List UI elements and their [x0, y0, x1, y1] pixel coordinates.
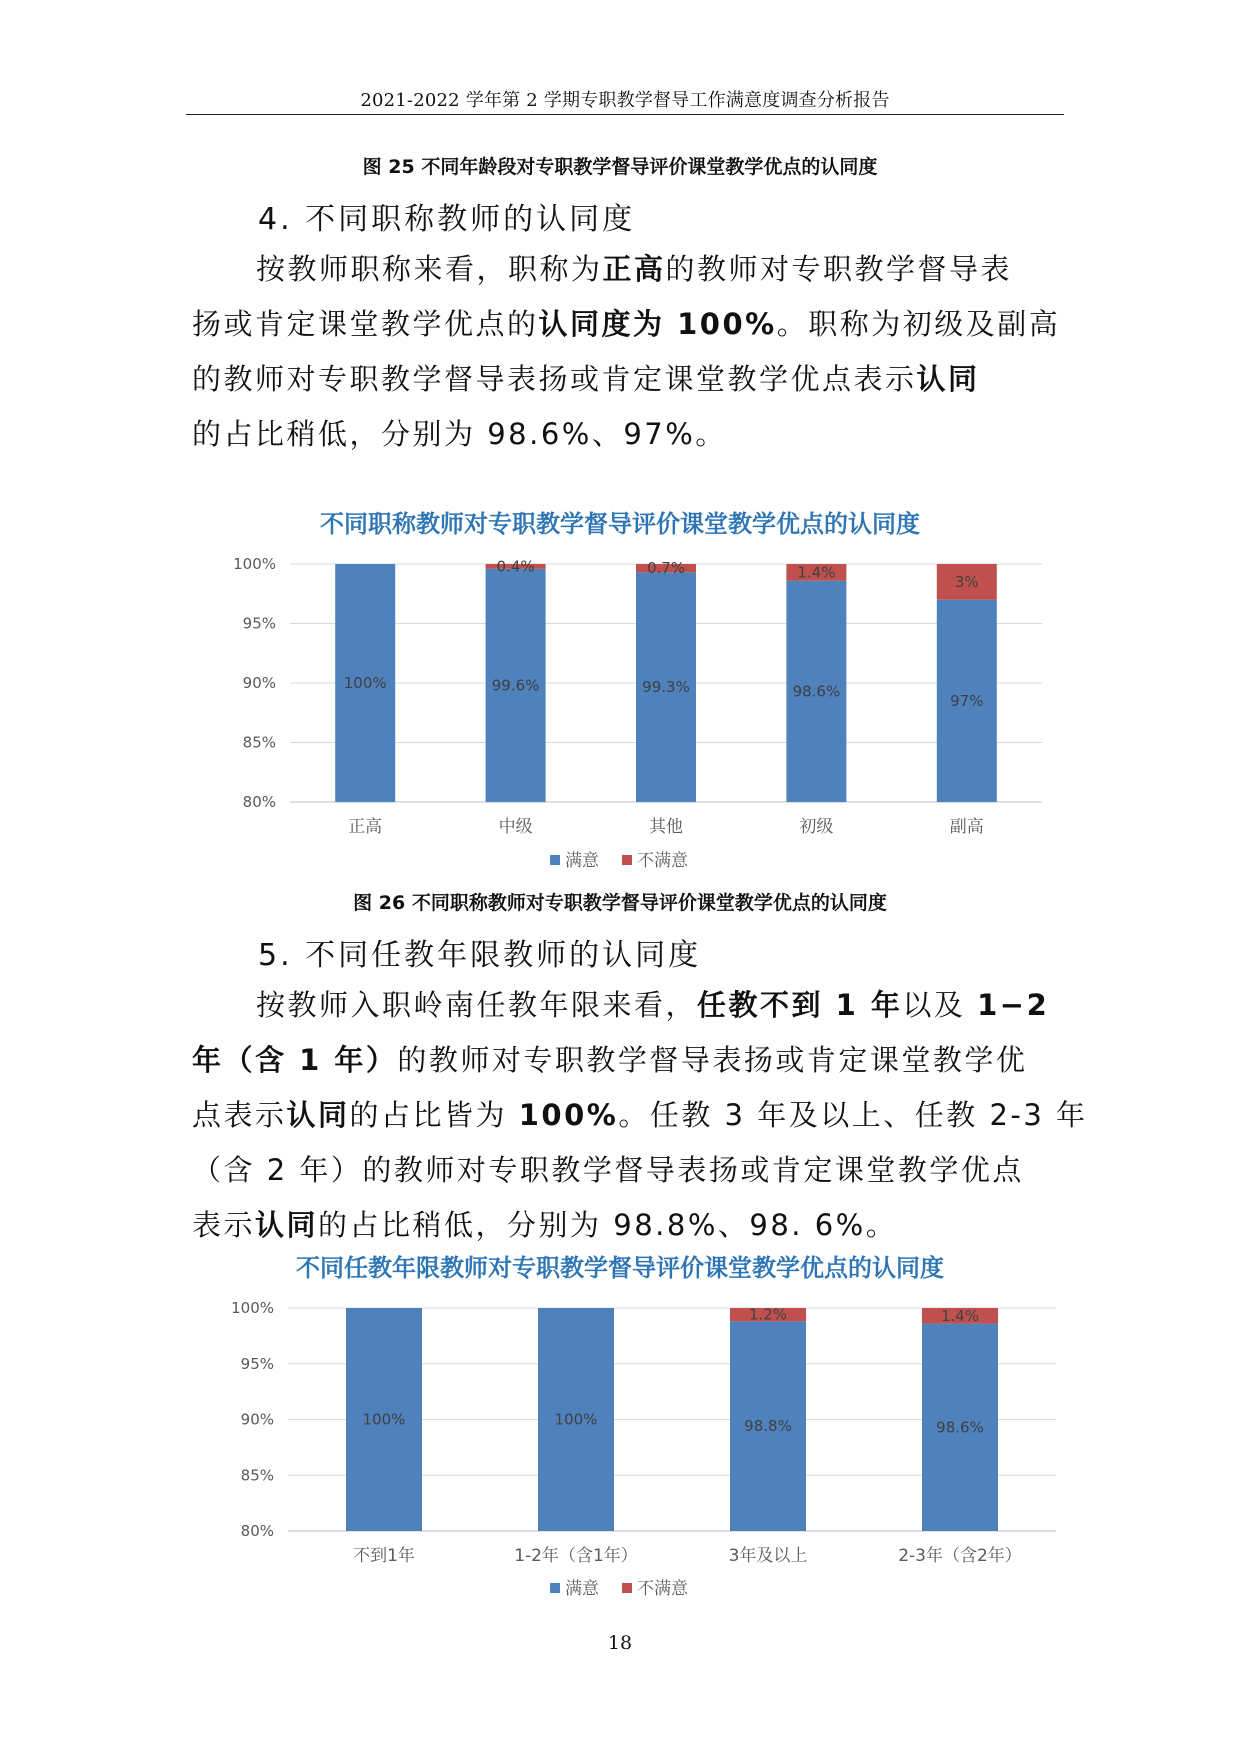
- data-label: 0.7%: [646, 559, 686, 578]
- x-category-label: 2-3年（含2年）: [898, 1546, 1022, 1566]
- legend-label: 不满意: [637, 851, 688, 871]
- figure-26-caption: 图 26 不同职称教师对专职教学督导评价课堂教学优点的认同度: [353, 892, 887, 914]
- para-line: 的教师对专职教学督导表扬或肯定课堂教学优点表示认同: [192, 362, 980, 396]
- data-label: 100%: [343, 674, 387, 692]
- para-line: 表示认同的占比稍低，分别为 98.8%、98. 6%。: [192, 1208, 898, 1242]
- section-4-title: 4. 不同职称教师的认同度: [258, 202, 636, 237]
- y-tick-label: 85%: [242, 733, 276, 752]
- page-number: 18: [607, 1632, 633, 1654]
- data-label: 3%: [954, 572, 979, 591]
- data-label: 1.4%: [940, 1306, 980, 1325]
- chart-title: 不同职称教师对专职教学督导评价课堂教学优点的认同度: [320, 510, 920, 538]
- legend-label: 满意: [565, 1579, 599, 1599]
- x-category-label: 正高: [348, 817, 383, 837]
- x-category-label: 1-2年（含1年）: [514, 1546, 638, 1566]
- data-label: 100%: [362, 1410, 406, 1429]
- y-tick-label: 95%: [242, 614, 276, 633]
- y-tick-label: 100%: [231, 1299, 274, 1317]
- y-tick-label: 80%: [242, 793, 276, 811]
- y-tick-label: 80%: [240, 1522, 274, 1540]
- para-line: 点表示认同的占比皆为 100%。任教 3 年及以上、任教 2-3 年: [192, 1098, 1088, 1132]
- data-label: 98.6%: [936, 1418, 984, 1437]
- x-category-label: 中级: [498, 817, 533, 837]
- x-category-label: 副高: [949, 817, 984, 837]
- para-line: 的占比稍低，分别为 98.6%、97%。: [192, 417, 727, 451]
- data-label: 99.6%: [491, 676, 540, 695]
- stacked-bar-chart: [0, 500, 1240, 880]
- data-label: 97%: [950, 691, 984, 710]
- legend-swatch: [622, 855, 632, 865]
- para-line: 年（含 1 年）的教师对专职教学督导表扬或肯定课堂教学优: [192, 1043, 1028, 1077]
- legend-swatch: [622, 1583, 632, 1593]
- chart-title-rank: [0, 500, 1240, 880]
- data-label: 99.3%: [642, 678, 690, 697]
- chart-title: 不同任教年限教师对专职教学督导评价课堂教学优点的认同度: [296, 1254, 944, 1282]
- x-category-label: 不到1年: [353, 1546, 415, 1566]
- x-category-label: 其他: [649, 817, 683, 837]
- data-label: 1.4%: [797, 563, 836, 582]
- y-tick-label: 100%: [233, 555, 276, 573]
- y-tick-label: 90%: [242, 674, 276, 692]
- legend-label: 不满意: [637, 1579, 688, 1599]
- stacked-bar-chart: [0, 1248, 1240, 1618]
- y-tick-label: 85%: [240, 1466, 274, 1485]
- para-line: 扬或肯定课堂教学优点的认同度为 100%。职称为初级及副高: [192, 307, 1061, 341]
- y-tick-label: 90%: [240, 1410, 274, 1429]
- legend-swatch: [550, 1583, 560, 1593]
- legend-swatch: [550, 855, 560, 865]
- x-category-label: 3年及以上: [728, 1546, 808, 1566]
- data-label: 1.2%: [748, 1305, 788, 1324]
- para-line: 按教师职称来看，职称为正高的教师对专职教学督导表: [256, 252, 1013, 286]
- data-label: 98.8%: [744, 1417, 792, 1436]
- header-rule: [186, 114, 1064, 115]
- x-category-label: 初级: [799, 817, 834, 837]
- section-4-paragraph: [192, 242, 1061, 462]
- y-tick-label: 95%: [240, 1354, 274, 1373]
- data-label: 100%: [554, 1410, 598, 1429]
- para-line: （含 2 年）的教师对专职教学督导表扬或肯定课堂教学优点: [192, 1153, 1024, 1187]
- chart-tenure: [0, 1248, 1240, 1618]
- section-5-paragraph: [192, 978, 1088, 1253]
- report-header: 2021-2022 学年第 2 学期专职教学督导工作满意度调查分析报告: [360, 90, 890, 111]
- data-label: 98.6%: [792, 682, 841, 701]
- legend-label: 满意: [565, 851, 599, 871]
- data-label: 0.4%: [496, 557, 535, 576]
- figure-25-caption: 图 25 不同年龄段对专职教学督导评价课堂教学优点的认同度: [362, 156, 878, 178]
- para-line: 按教师入职岭南任教年限来看，任教不到 1 年以及 1−2: [256, 988, 1050, 1022]
- section-5-title: 5. 不同任教年限教师的认同度: [258, 938, 702, 973]
